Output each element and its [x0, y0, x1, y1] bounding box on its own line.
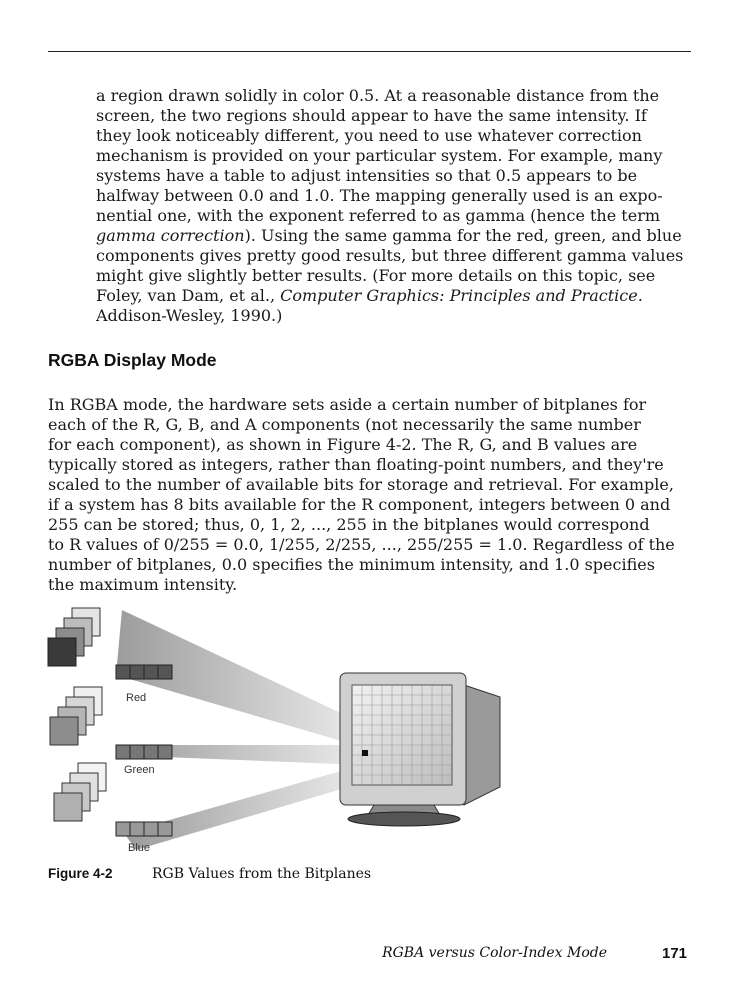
monitor — [340, 673, 500, 826]
bitplanes-illustration — [44, 605, 514, 855]
figure-caption — [48, 866, 371, 883]
text-segment: Addison-Wesley, 1990.) — [96, 306, 283, 325]
body-line: 255 can be stored; thus, 0, 1, 2, ..., 255 in the bitplanes would correspond — [48, 515, 650, 534]
body-line: scaled to the number of available bits for storage and retrieval. For example, — [48, 475, 674, 494]
section-heading: RGBA Display Mode — [48, 350, 217, 370]
figure-4-2 — [44, 605, 514, 855]
text-segment: components gives pretty good results, but three different gamma values — [96, 246, 684, 265]
body-line: for each component), as shown in Figure 4-2. The R, G, and B values are — [48, 435, 638, 454]
intro-line — [96, 246, 684, 266]
text-segment: Foley, van Dam, et al., — [96, 286, 281, 305]
intro-line — [96, 106, 647, 126]
text-segment: nential one, with the exponent referred to as gamma (hence the term — [96, 206, 661, 225]
intro-line — [96, 286, 643, 306]
figure-number: Figure 4-2 — [48, 866, 113, 881]
body-paragraph — [48, 395, 675, 595]
body-line: typically stored as integers, rather than floating-point numbers, and they're — [48, 455, 664, 474]
red-label: Red — [126, 692, 147, 704]
footer-section-title: RGBA versus Color-Index Mode — [382, 945, 607, 961]
text-segment: systems have a table to adjust intensities so that 0.5 appears to be — [96, 166, 638, 185]
lit-pixel — [362, 750, 368, 756]
intro-paragraph — [96, 86, 684, 326]
intro-line — [96, 226, 682, 246]
green-bitplane-stack — [50, 687, 172, 776]
text-segment: mechanism is provided on your particular system. For example, many — [96, 146, 663, 165]
intro-line — [96, 146, 663, 166]
figure-title: RGB Values from the Bitplanes — [152, 866, 372, 882]
text-segment: halfway between 0.0 and 1.0. The mapping generally used is an expo- — [96, 186, 663, 205]
blue-beam — [124, 765, 362, 850]
blue-label: Blue — [128, 842, 151, 854]
intro-line — [96, 186, 663, 206]
italic-text: gamma correction — [96, 226, 245, 245]
intro-line — [96, 166, 638, 186]
body-line: to R values of 0/255 = 0.0, 1/255, 2/255, ..., 255/255 = 1.0. Regardless of the — [48, 535, 675, 554]
intro-line — [96, 266, 656, 286]
body-line: each of the R, G, B, and A components (not necessarily the same number — [48, 415, 641, 434]
text-segment: they look noticeably different, you need to use whatever correction — [96, 126, 642, 145]
header-rule — [48, 51, 691, 52]
body-line: In RGBA mode, the hardware sets aside a certain number of bitplanes for — [48, 395, 647, 414]
text-segment: a region drawn solidly in color 0.5. At a reasonable distance from the — [96, 86, 660, 105]
body-line: number of bitplanes, 0.0 specifies the minimum intensity, and 1.0 specifies — [48, 555, 655, 574]
intro-line — [96, 126, 642, 146]
italic-text: Computer Graphics: Principles and Practice. — [280, 286, 643, 305]
text-segment: screen, the two regions should appear to have the same intensity. If — [96, 106, 647, 125]
body-line: if a system has 8 bits available for the R component, integers between 0 and — [48, 495, 671, 514]
intro-line — [96, 306, 616, 326]
green-label: Green — [124, 764, 155, 776]
text-segment: might give slightly better results. (For more details on this topic, see — [96, 266, 656, 285]
body-line: the maximum intensity. — [48, 575, 238, 594]
text-segment: ). Using the same gamma for the red, green, and blue — [244, 226, 682, 245]
intro-line — [96, 206, 661, 226]
page-number: 171 — [662, 945, 688, 962]
intro-line — [96, 86, 660, 106]
